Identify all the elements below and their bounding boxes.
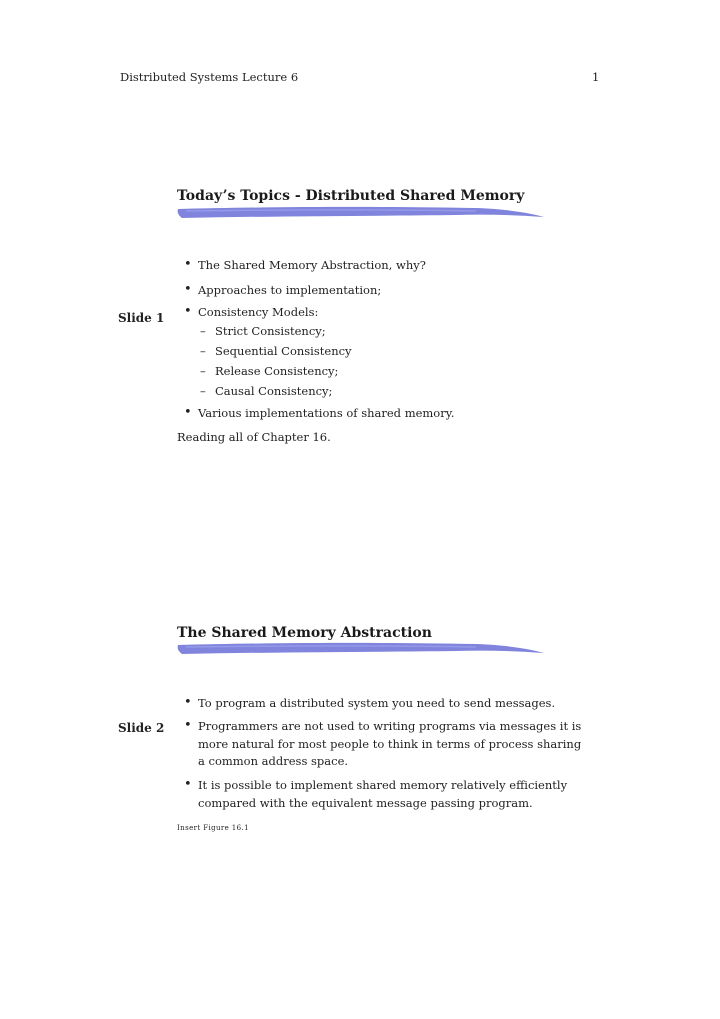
bullet-continuation: compared with the equivalent message passing program. xyxy=(198,796,533,810)
reading-note: Reading all of Chapter 16. xyxy=(177,430,331,444)
sub-list-item: – Strict Consistency; xyxy=(215,324,326,338)
bullet-item: • Approaches to implementation; xyxy=(198,283,381,297)
sub-list-item: – Causal Consistency; xyxy=(215,384,332,398)
bullet-item: • The Shared Memory Abstraction, why? xyxy=(198,258,426,272)
page-number: 1 xyxy=(592,70,600,84)
bullet-item: • Consistency Models: xyxy=(198,305,318,319)
title-underline-brush-2 xyxy=(176,641,546,655)
slide-1-label: Slide 1 xyxy=(118,311,165,325)
sub-list-item: – Sequential Consistency xyxy=(215,344,352,358)
bullet-item: • Various implementations of shared memory. xyxy=(198,406,454,420)
figure-placeholder-note: Insert Figure 16.1 xyxy=(177,824,249,832)
bullet-continuation: a common address space. xyxy=(198,754,349,768)
slide-2-title: The Shared Memory Abstraction xyxy=(177,625,432,641)
bullet-continuation: more natural for most people to think in terms of process sharing xyxy=(198,737,582,751)
title-underline-brush-1 xyxy=(176,205,546,219)
bullet-item: • Programmers are not used to writing programs via messages it is xyxy=(198,719,581,733)
bullet-item: • To program a distributed system you need to send messages. xyxy=(198,696,555,710)
slide-1-title: Today’s Topics - Distributed Shared Memory xyxy=(177,188,525,204)
sub-list-item: – Release Consistency; xyxy=(215,364,338,378)
bullet-item: • It is possible to implement shared memory relatively efficiently xyxy=(198,778,567,792)
running-header-title: Distributed Systems Lecture 6 xyxy=(120,70,299,84)
slide-2-label: Slide 2 xyxy=(118,721,165,735)
